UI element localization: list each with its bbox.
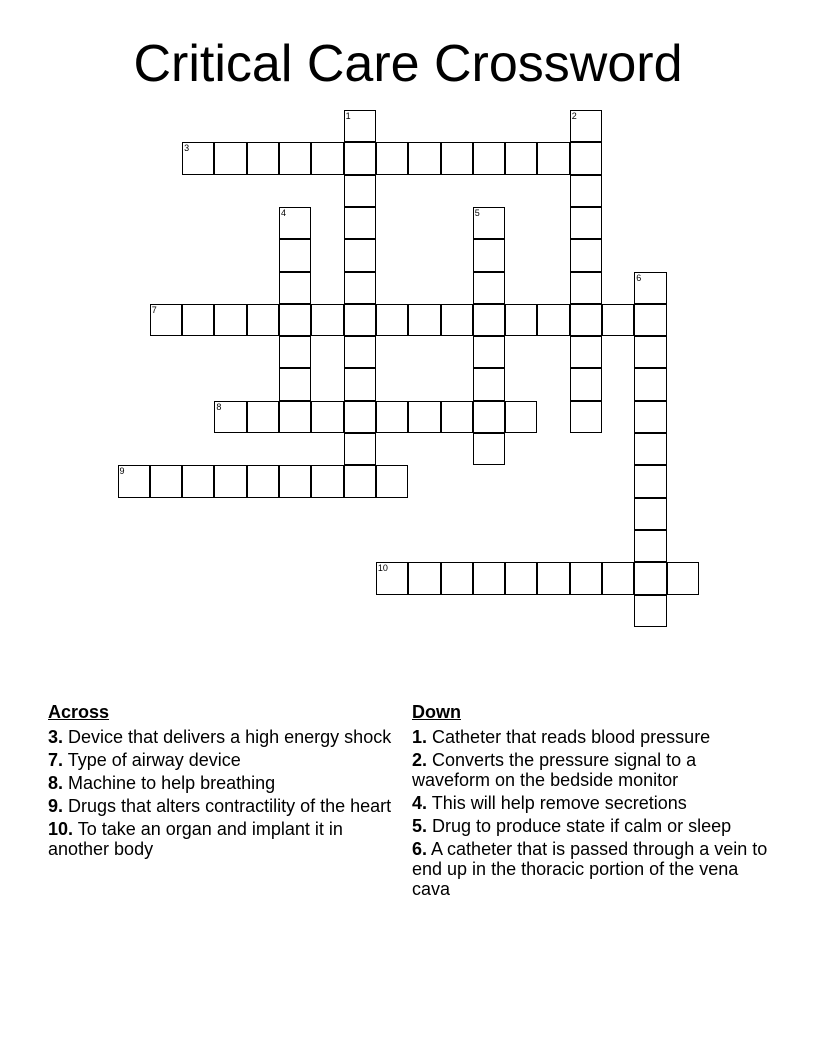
grid-cell[interactable]	[279, 304, 311, 336]
grid-cell[interactable]	[376, 401, 408, 433]
grid-cell[interactable]	[505, 562, 537, 594]
grid-cell[interactable]	[473, 304, 505, 336]
grid-cell[interactable]	[214, 401, 246, 433]
grid-cell[interactable]	[473, 142, 505, 174]
cell-number: 3	[184, 143, 190, 154]
clue-down-1	[412, 727, 772, 747]
grid-cell[interactable]	[182, 142, 214, 174]
grid-cell[interactable]	[634, 530, 666, 562]
clue-text: Catheter that reads blood pressure	[432, 727, 711, 747]
cell-number: 10	[377, 563, 388, 574]
across-heading: Across	[48, 702, 110, 722]
grid-cell[interactable]	[570, 207, 602, 239]
grid-cell[interactable]	[570, 368, 602, 400]
grid-cell[interactable]	[570, 175, 602, 207]
grid-cell[interactable]	[505, 401, 537, 433]
grid-cell[interactable]	[247, 401, 279, 433]
grid-cell[interactable]	[634, 562, 666, 594]
grid-cell[interactable]	[311, 142, 343, 174]
grid-cell[interactable]	[247, 142, 279, 174]
grid-cell[interactable]	[247, 304, 279, 336]
grid-cell[interactable]	[344, 239, 376, 271]
grid-cell[interactable]	[408, 401, 440, 433]
grid-cell[interactable]	[214, 465, 246, 497]
grid-cell[interactable]	[408, 562, 440, 594]
clue-text: This will help remove secretions	[431, 793, 687, 813]
clue-number: 2.	[412, 750, 428, 770]
grid-cell[interactable]	[279, 239, 311, 271]
grid-cell[interactable]	[311, 465, 343, 497]
grid-cell[interactable]	[537, 304, 569, 336]
clue-text: To take an organ and implant it in another body	[48, 819, 343, 859]
grid-cell[interactable]	[214, 142, 246, 174]
grid-cell[interactable]	[150, 304, 182, 336]
clue-down-6	[412, 839, 772, 899]
grid-cell[interactable]	[214, 304, 246, 336]
cell-number: 7	[151, 304, 157, 315]
grid-cell[interactable]	[279, 465, 311, 497]
cell-number: 4	[281, 207, 287, 218]
grid-cell[interactable]	[473, 336, 505, 368]
grid-cell[interactable]	[311, 304, 343, 336]
clue-text: Machine to help breathing	[68, 773, 276, 793]
grid-cell[interactable]	[634, 304, 666, 336]
clue-number: 1.	[412, 727, 428, 747]
clue-across-3	[48, 727, 393, 747]
clue-number: 9.	[48, 796, 64, 816]
clue-number: 10.	[48, 819, 74, 839]
cell-number: 5	[474, 207, 480, 218]
clue-across-7	[48, 750, 393, 770]
grid-cell[interactable]	[441, 562, 473, 594]
grid-cell[interactable]	[570, 562, 602, 594]
clue-number: 7.	[48, 750, 64, 770]
cell-number: 8	[216, 401, 222, 412]
grid-cell[interactable]	[473, 562, 505, 594]
grid-cell[interactable]	[279, 336, 311, 368]
puzzle-title: Critical Care Crossword	[133, 35, 683, 93]
grid-cell[interactable]	[279, 272, 311, 304]
clue-across-10	[48, 819, 393, 859]
clue-text: Drug to produce state if calm or sleep	[432, 816, 732, 836]
grid-cell[interactable]	[667, 562, 699, 594]
grid-cell[interactable]	[505, 142, 537, 174]
cell-number: 2	[571, 111, 577, 121]
grid-cell[interactable]	[537, 142, 569, 174]
clue-across-9	[48, 796, 393, 816]
grid-cell[interactable]	[376, 304, 408, 336]
clue-number: 3.	[48, 727, 64, 747]
grid-cell[interactable]	[344, 401, 376, 433]
grid-cell[interactable]	[634, 595, 666, 627]
grid-cell[interactable]	[118, 465, 150, 497]
grid-cell[interactable]	[570, 239, 602, 271]
grid-cell[interactable]	[473, 368, 505, 400]
grid-cell[interactable]	[408, 142, 440, 174]
grid-cell[interactable]	[279, 142, 311, 174]
grid-cell[interactable]	[311, 401, 343, 433]
grid-cell[interactable]	[344, 368, 376, 400]
grid-cell[interactable]	[570, 336, 602, 368]
grid-cell[interactable]	[570, 272, 602, 304]
grid-cell[interactable]	[634, 336, 666, 368]
down-heading: Down	[412, 702, 461, 722]
grid-cell[interactable]	[376, 562, 408, 594]
clue-text: A catheter that is passed through a vein to end up in the thoracic portion of the vena cava	[412, 839, 768, 899]
grid-cell[interactable]	[570, 304, 602, 336]
grid-cell[interactable]	[473, 239, 505, 271]
down-clues	[412, 702, 772, 902]
clue-text: Converts the pressure signal to a waveform on the bedside monitor	[412, 750, 697, 790]
grid-cell[interactable]	[634, 433, 666, 465]
cell-number: 6	[636, 272, 642, 283]
clue-text: Drugs that alters contractility of the heart	[68, 796, 392, 816]
grid-cell[interactable]	[473, 433, 505, 465]
grid-cell[interactable]	[344, 110, 376, 142]
grid-cell[interactable]	[634, 498, 666, 530]
grid-cell[interactable]	[473, 401, 505, 433]
cell-number: 9	[119, 466, 125, 477]
grid-cell[interactable]	[247, 465, 279, 497]
grid-cell[interactable]	[376, 142, 408, 174]
grid-cell[interactable]	[634, 272, 666, 304]
grid-cell[interactable]	[634, 368, 666, 400]
clue-number: 5.	[412, 816, 428, 836]
grid-cell[interactable]	[344, 433, 376, 465]
grid-cell[interactable]	[279, 401, 311, 433]
clue-down-5	[412, 816, 772, 836]
grid-cell[interactable]	[408, 304, 440, 336]
clue-down-2	[412, 750, 772, 790]
grid-cell[interactable]	[570, 142, 602, 174]
grid-cell[interactable]	[344, 304, 376, 336]
clue-down-4	[412, 793, 772, 813]
grid-cell[interactable]	[441, 304, 473, 336]
grid-cell[interactable]	[344, 207, 376, 239]
grid-cell[interactable]	[182, 465, 214, 497]
grid-cell[interactable]	[473, 272, 505, 304]
clue-number: 6.	[412, 839, 428, 859]
cell-number: 1	[345, 111, 351, 121]
clue-text: Device that delivers a high energy shock	[68, 727, 392, 747]
clue-text: Type of airway device	[67, 750, 241, 770]
grid-cell[interactable]	[344, 142, 376, 174]
grid-cell[interactable]	[537, 562, 569, 594]
grid-cell[interactable]	[279, 368, 311, 400]
grid-cell[interactable]	[570, 110, 602, 142]
grid-cell[interactable]	[279, 207, 311, 239]
grid-cell[interactable]	[150, 465, 182, 497]
clue-number: 4.	[412, 793, 428, 813]
grid-cell[interactable]	[344, 336, 376, 368]
grid-cell[interactable]	[634, 465, 666, 497]
grid-cell[interactable]	[344, 272, 376, 304]
clue-number: 8.	[48, 773, 64, 793]
grid-cell[interactable]	[473, 207, 505, 239]
grid-cell[interactable]	[602, 562, 634, 594]
grid-cell[interactable]	[602, 304, 634, 336]
grid-cell[interactable]	[344, 465, 376, 497]
across-clues	[48, 702, 393, 862]
grid-cell[interactable]	[182, 304, 214, 336]
grid-cell[interactable]	[441, 142, 473, 174]
grid-cell[interactable]	[505, 304, 537, 336]
grid-cell[interactable]	[570, 401, 602, 433]
grid-cell[interactable]	[441, 401, 473, 433]
grid-cell[interactable]	[344, 175, 376, 207]
grid-cell[interactable]	[634, 401, 666, 433]
grid-cell[interactable]	[376, 465, 408, 497]
clue-across-8	[48, 773, 393, 793]
